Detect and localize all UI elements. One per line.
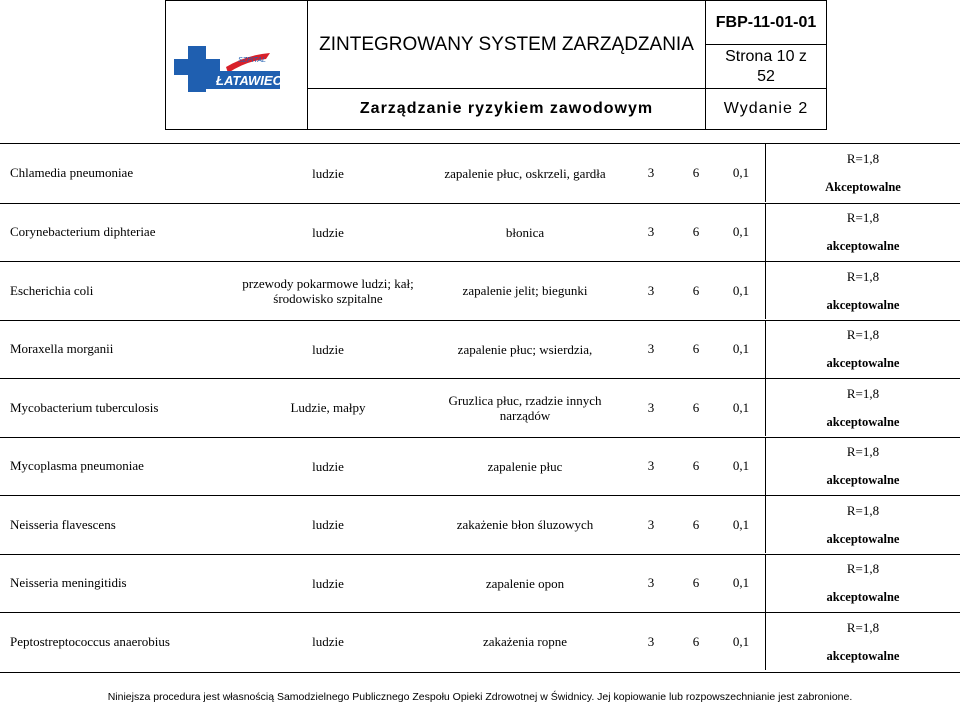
severity-cell: 6 <box>692 458 700 473</box>
risk-assessment: akceptowalne <box>826 531 900 546</box>
agent-cell: Corynebacterium diphteriae <box>10 224 156 239</box>
disease-cell: zapalenie płuc <box>487 458 563 474</box>
source-cell: ludzie <box>312 224 344 240</box>
hospital-logo <box>166 1 308 129</box>
table-row <box>0 320 960 378</box>
document-header <box>165 0 827 130</box>
risk-value: R=1,8 <box>846 268 880 284</box>
document-code: FBP-11-01-01 <box>706 1 826 45</box>
exposure-cell: 0,1 <box>732 282 750 298</box>
source-cell: przewody pokarmowe ludzi; kał; środowisko szpitalne <box>242 275 414 306</box>
severity-cell: 6 <box>692 224 700 239</box>
table-row <box>0 554 960 612</box>
exposure-cell: 0,1 <box>732 165 750 180</box>
risk-cell <box>765 555 960 612</box>
risk-table <box>0 143 960 673</box>
severity-cell: 6 <box>692 341 700 356</box>
table-row <box>0 612 960 670</box>
document-subtitle: Zarządzanie ryzykiem zawodowym <box>308 89 706 129</box>
page-number-line2: 52 <box>757 67 775 85</box>
page-number-line1: Strona 10 z <box>725 47 807 65</box>
risk-assessment: Akceptowalne <box>825 180 901 194</box>
agent-cell: Mycoplasma pneumoniae <box>10 458 144 473</box>
disease-cell: zakażenia ropne <box>482 634 568 649</box>
source-cell: ludzie <box>312 575 344 591</box>
agent-cell: Neisseria meningitidis <box>10 575 127 590</box>
risk-assessment: akceptowalne <box>826 590 900 604</box>
risk-cell <box>765 379 960 436</box>
source-cell: ludzie <box>312 458 344 474</box>
severity-cell: 6 <box>692 399 700 415</box>
risk-assessment: akceptowalne <box>826 297 900 312</box>
severity-cell: 6 <box>692 575 700 590</box>
hospital-logo-icon <box>166 1 308 129</box>
table-row <box>0 495 960 553</box>
risk-value: R=1,8 <box>846 444 880 459</box>
disease-cell: błonica <box>505 224 545 240</box>
source-cell: ludzie <box>312 517 344 532</box>
probability-cell: 3 <box>647 282 655 298</box>
agent-cell: Neisseria flavescens <box>10 516 116 532</box>
page-number <box>706 45 826 89</box>
risk-assessment: akceptowalne <box>826 414 900 429</box>
risk-value: R=1,8 <box>846 385 880 401</box>
disease-cell: zapalenie płuc; wsierdzia, <box>457 341 593 357</box>
agent-cell: Mycobacterium tuberculosis <box>10 399 159 415</box>
risk-cell <box>765 496 960 553</box>
table-row <box>0 144 960 202</box>
table-row <box>0 261 960 319</box>
probability-cell: 3 <box>647 341 655 356</box>
risk-value: R=1,8 <box>846 502 880 518</box>
logo-szpital-text: SZPITAL <box>238 57 266 64</box>
agent-cell: Moraxella morganii <box>10 341 114 356</box>
risk-cell <box>765 262 960 319</box>
source-cell: Ludzie, małpy <box>290 400 366 415</box>
risk-cell <box>765 204 960 261</box>
system-title: ZINTEGROWANY SYSTEM ZARZĄDZANIA <box>308 1 706 89</box>
agent-cell: Chlamedia pneumoniae <box>10 165 134 180</box>
risk-assessment: akceptowalne <box>826 648 900 663</box>
table-row <box>0 378 960 436</box>
source-cell: ludzie <box>312 634 344 649</box>
risk-cell <box>765 144 960 202</box>
severity-cell: 6 <box>692 282 700 298</box>
probability-cell: 3 <box>647 399 655 415</box>
disease-cell: Gruzlica płuc, rzadzie innych narządów <box>448 392 602 423</box>
probability-cell: 3 <box>647 633 655 649</box>
exposure-cell: 0,1 <box>732 341 750 356</box>
risk-value: R=1,8 <box>846 210 880 225</box>
severity-cell: 6 <box>692 516 700 532</box>
risk-value: R=1,8 <box>846 561 880 576</box>
disease-cell: zapalenie opon <box>485 575 565 591</box>
risk-value: R=1,8 <box>846 151 880 166</box>
risk-cell <box>765 321 960 378</box>
disease-cell: zapalenie jelit; biegunki <box>462 283 588 298</box>
risk-assessment: akceptowalne <box>826 239 900 253</box>
table-row <box>0 437 960 495</box>
agent-cell: Peptostreptococcus anaerobius <box>10 633 170 649</box>
risk-value: R=1,8 <box>846 327 880 342</box>
risk-assessment: akceptowalne <box>826 473 900 487</box>
probability-cell: 3 <box>647 516 655 532</box>
risk-cell <box>765 438 960 495</box>
disease-cell: zapalenie płuc, oskrzeli, gardła <box>444 165 606 181</box>
edition-label: Wydanie 2 <box>723 100 809 117</box>
exposure-cell: 0,1 <box>732 575 750 590</box>
exposure-cell: 0,1 <box>732 633 750 649</box>
exposure-cell: 0,1 <box>732 224 750 239</box>
severity-cell: 6 <box>692 165 700 180</box>
source-cell: ludzie <box>312 341 344 357</box>
probability-cell: 3 <box>647 165 655 180</box>
probability-cell: 3 <box>647 575 655 590</box>
exposure-cell: 0,1 <box>732 399 750 415</box>
exposure-cell: 0,1 <box>732 516 750 532</box>
risk-cell <box>765 613 960 670</box>
footer-notice: Niniejsza procedura jest własnością Samodzielnego Publicznego Zespołu Opieki Zdrowotnej w Świdnicy. Jej kopiowanie lub rozpowszechnianie jest zabronione. <box>107 691 853 703</box>
logo-brand-text: ŁATAWIEC <box>216 73 282 88</box>
table-row <box>0 203 960 261</box>
disease-cell: zakażenie błon śluzowych <box>456 517 594 532</box>
probability-cell: 3 <box>647 224 655 239</box>
probability-cell: 3 <box>647 458 655 473</box>
source-cell: ludzie <box>312 165 344 181</box>
severity-cell: 6 <box>692 633 700 649</box>
exposure-cell: 0,1 <box>732 458 750 473</box>
agent-cell: Escherichia coli <box>10 282 94 298</box>
risk-value: R=1,8 <box>846 619 880 635</box>
risk-assessment: akceptowalne <box>826 356 900 370</box>
